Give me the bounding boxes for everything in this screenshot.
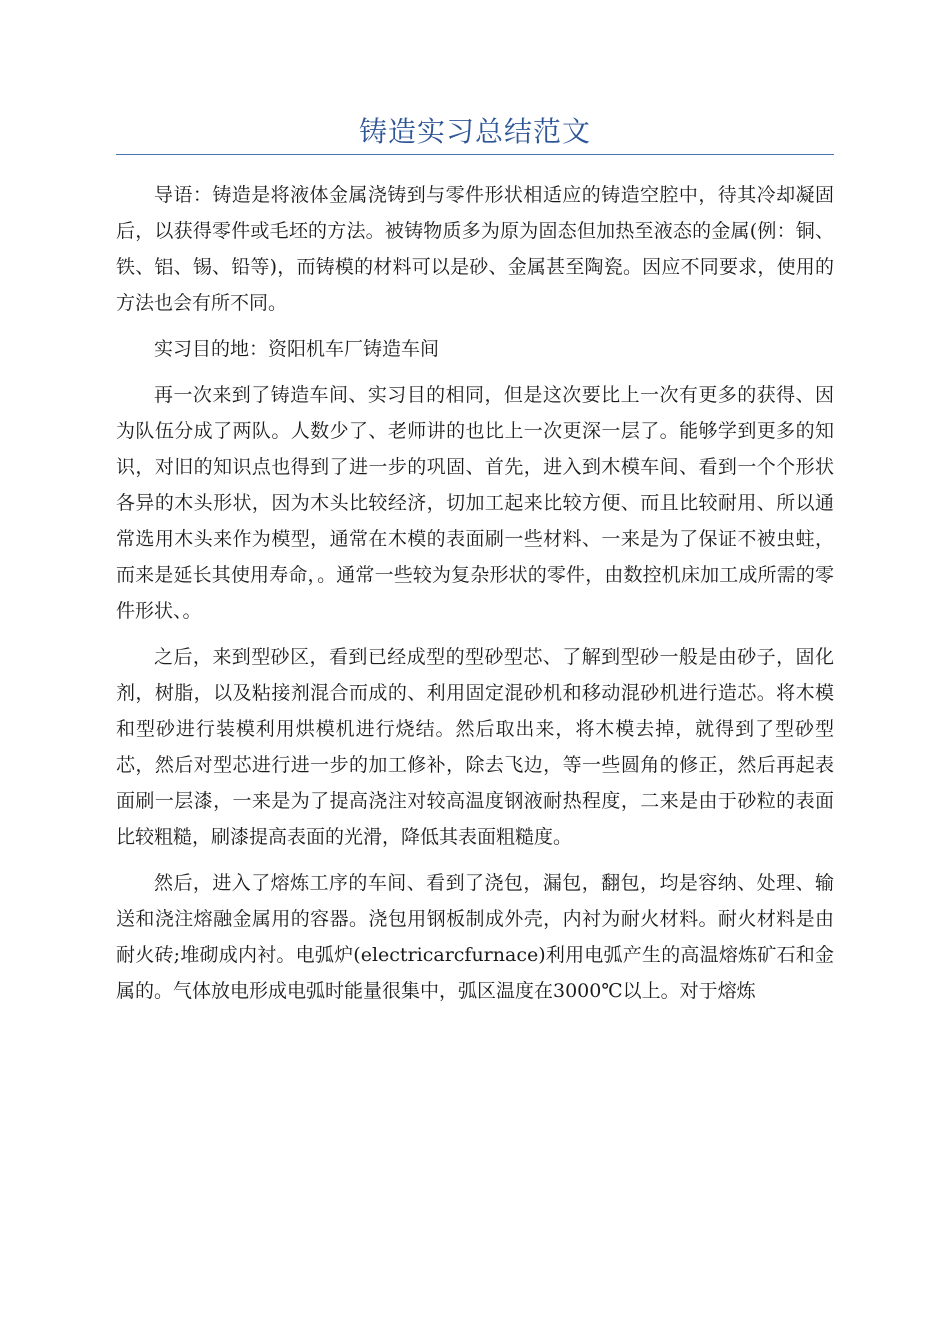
paragraph-smelting: 然后，进入了熔炼工序的车间、看到了浇包，漏包，翻包，均是容纳、处理、输送和浇注熔融金属用的容器。浇包用钢板制成外壳，内衬为耐火材料。耐火材料是由耐火砖;堆砌成内衬。电弧炉(electricarcfurnace)利用电弧产生的高温熔炼矿石和金属的。气体放电形成电弧时能量很集中，弧区温度在3000℃以上。对于熔炼 [116,872,834,1002]
paragraph-wood-mold: 再一次来到了铸造车间、实习目的相同，但是这次要比上一次有更多的获得、因为队伍分成了两队。人数少了、老师讲的也比上一次更深一层了。能够学到更多的知识，对旧的知识点也得到了进一步的巩固、首先，进入到木模车间、看到一个个形状各异的木头形状，因为木头比较经济，切加工起来比较方便、而且比较耐用、所以通常选用木头来作为模型，通常在木模的表面刷一些材料、一来是为了保证不被虫蛀，而来是延长其使用寿命，。通常一些较为复杂形状的零件，由数控机床加工成所需的零件形状、。 [116,384,834,622]
title-underline [116,154,834,155]
document-body [116,177,834,1019]
paragraph-sand-core: 之后，来到型砂区，看到已经成型的型砂型芯、了解到型砂一般是由砂子，固化剂，树脂，以及粘接剂混合而成的、利用固定混砂机和移动混砂机进行造芯。将木模和型砂进行装模利用烘模机进行烧结。然后取出来，将木模去掉，就得到了型砂型芯，然后对型芯进行进一步的加工修补，除去飞边，等一些圆角的修正，然后再起表面刷一层漆，一来是为了提高浇注对较高温度钢液耐热程度，二来是由于砂粒的表面比较粗糙，刷漆提高表面的光滑，降低其表面粗糙度。 [116,646,834,848]
paragraph-destination: 实习目的地：资阳机车厂铸造车间 [154,338,440,360]
paragraph-intro: 导语：铸造是将液体金属浇铸到与零件形状相适应的铸造空腔中，待其冷却凝固后，以获得零件或毛坯的方法。被铸物质多为原为固态但加热至液态的金属(例：铜、铁、铝、锡、铅等)，而铸模的材料可以是砂、金属甚至陶瓷。因应不同要求，使用的方法也会有所不同。 [116,184,834,314]
document-title: 铸造实习总结范文 [358,115,591,148]
